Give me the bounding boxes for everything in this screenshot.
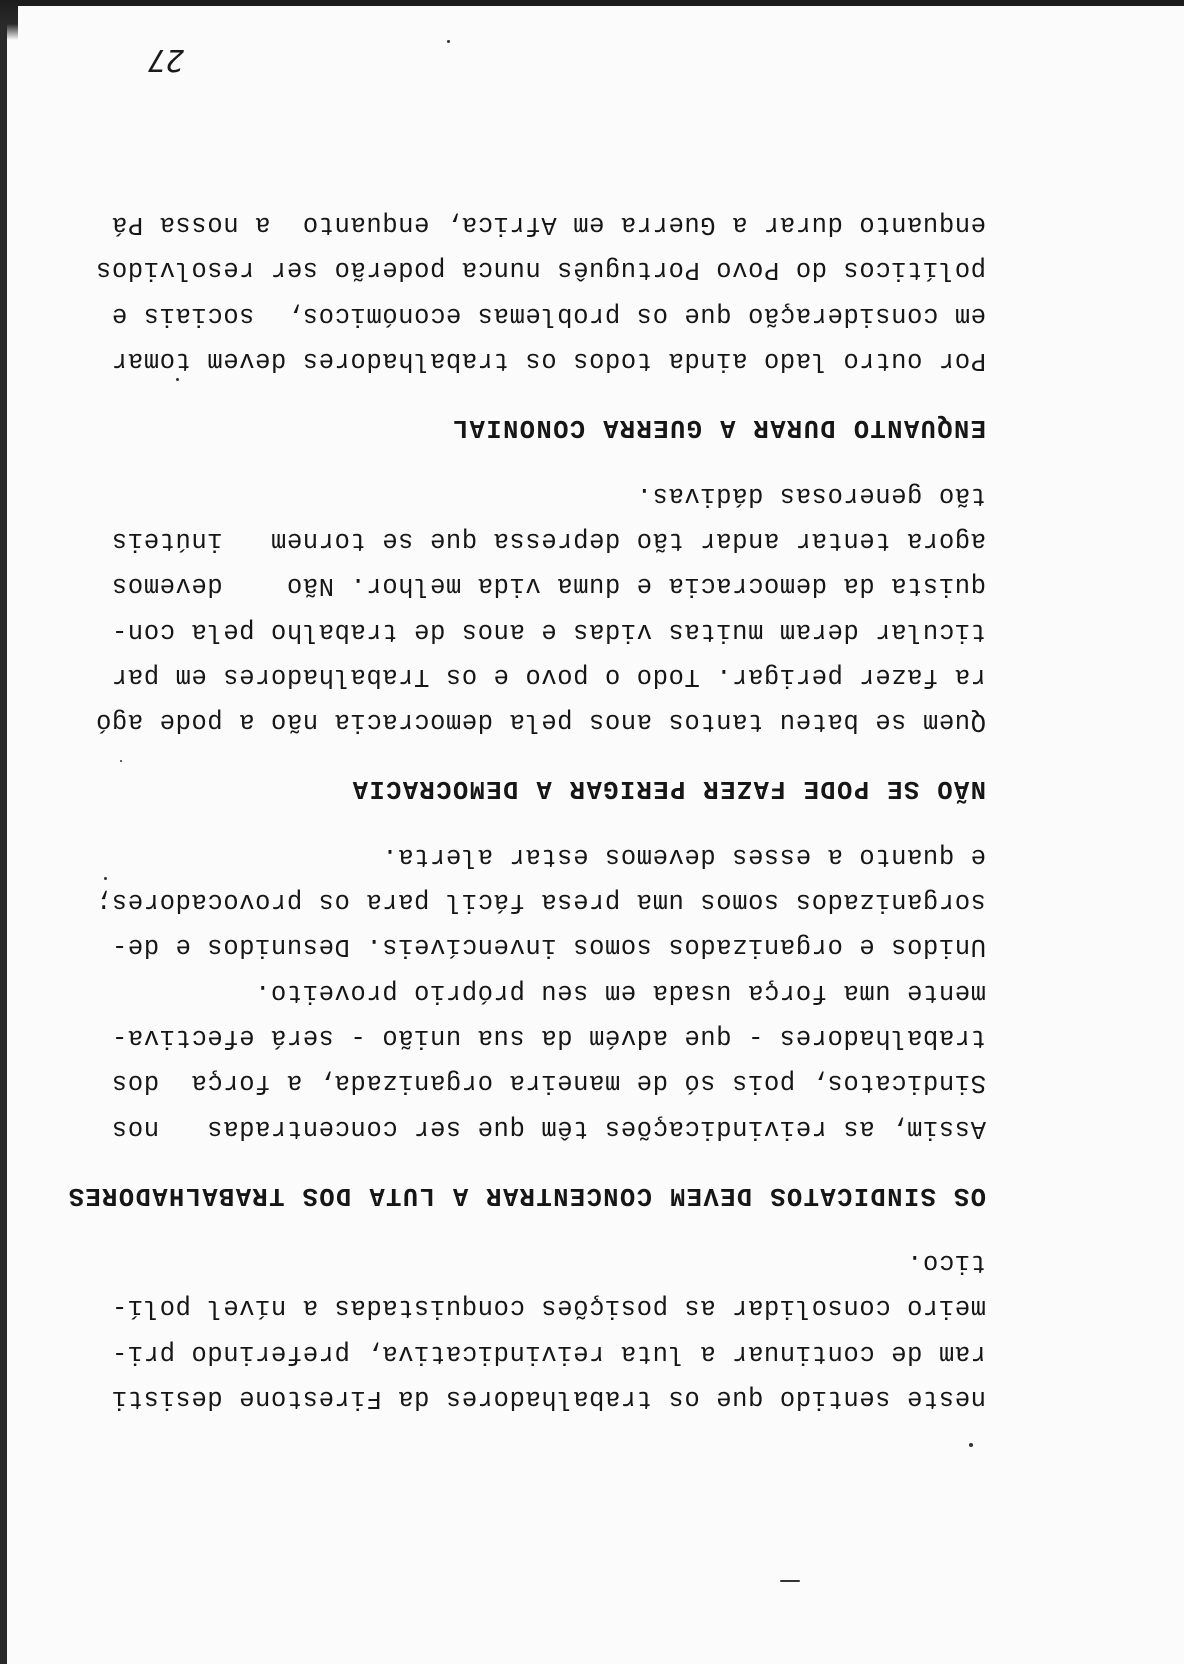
- scan-border-corner: [0, 0, 18, 40]
- text-line: Quem se bateu tantos anos pela democracia não a pode agó: [95, 707, 986, 737]
- scan-speck: [104, 877, 107, 880]
- paragraph-gap: [86, 1218, 986, 1240]
- text-line: ra fazer perigar. Todo o povo e os Trabalhadores em par: [111, 661, 986, 691]
- paragraph-gap: [86, 1151, 986, 1173]
- scan-speck: [447, 40, 450, 43]
- text-line: enquanto durar a Guerra em Africa, enquanto a nossa Pá: [111, 210, 986, 240]
- scan-speck: [969, 1443, 973, 1447]
- scan-speck: [176, 378, 179, 381]
- scan-speck: [780, 1580, 800, 1582]
- text-line: agora tentar andar tão depressa que se tornem inúteis: [111, 525, 986, 555]
- text-line: mente uma força usada em seu próprio proveito.: [254, 977, 986, 1007]
- text-line: ticular deram muitas vidas e anos de trabalho pela con-: [111, 616, 986, 646]
- paragraph-gap: [86, 811, 986, 833]
- text-line: tão generosas dádivas.: [636, 480, 986, 510]
- text-line: e quanto a esses devemos estar alerta.: [381, 841, 986, 871]
- section-heading: OS SINDICATOS DEVEM CONCENTRAR A LUTA DOS TRABALHADORES: [67, 1180, 986, 1210]
- text-line: neste sentido que os trabalhadores da Firestone desisti: [111, 1384, 986, 1413]
- scan-border-top: [0, 0, 1184, 6]
- text-line: Assim, as reivindicações têm que ser concentradas nos: [111, 1113, 986, 1143]
- text-line: Unidos e organizados somos invencíveis. Desunidos e de-: [111, 932, 986, 962]
- text-line: tico.: [906, 1248, 986, 1278]
- paragraph-gap: [86, 383, 986, 405]
- text-line: políticos do Povo Português nunca poderão ser resolvidos: [95, 255, 986, 285]
- section-heading: ENQUANTO DURAR A GUERRA CONONIAL: [451, 413, 986, 443]
- text-line: quista da democracia e duma vida melhor. Não devemos: [111, 571, 986, 601]
- body-text: [67, 202, 986, 1421]
- text-line: sorganizados somos uma presa fácil para os provocadores;: [95, 887, 986, 917]
- text-line: Por outro lado ainda todos os trabalhadores devem tomar: [111, 346, 986, 376]
- text-line: trabalhadores - que advém da sua união - será efectiva-: [111, 1022, 986, 1052]
- text-line: meiro consolidar as posições conquistadas a nível polí-: [111, 1293, 986, 1323]
- paragraph-gap: [86, 744, 986, 766]
- paragraph-gap: [86, 450, 986, 472]
- text-line: em consideração que os problemas económicos, sociais e: [111, 300, 986, 330]
- text-line: ram de continuar a luta reivindicativa, preferindo pri-: [111, 1338, 986, 1368]
- scan-border-left: [0, 0, 7, 1664]
- section-heading: NÃO SE PODE FAZER PERIGAR A DEMOCRACIA: [351, 774, 986, 804]
- text-line: Sindicatos, pois só de maneira organizada, a força dos: [111, 1068, 986, 1098]
- page-number: 27: [147, 42, 184, 77]
- scan-speck: [120, 760, 122, 762]
